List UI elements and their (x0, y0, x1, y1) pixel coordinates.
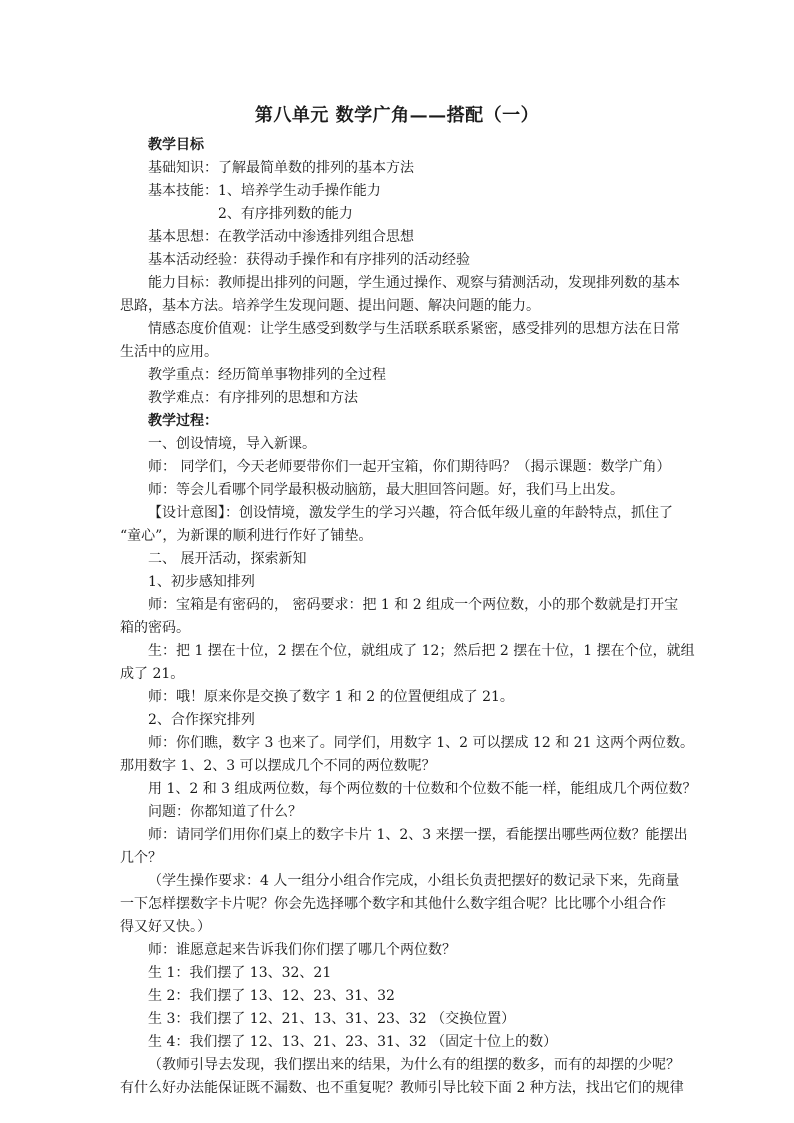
text-line: 成了 21。 (120, 666, 185, 682)
text-line: 基础知识：了解最简单数的排列的基本方法 (148, 160, 414, 176)
text-line: 【设计意图】：创设情境，激发学生的学习兴趣，符合低年级儿童的年龄特点，抓住了 (148, 505, 673, 521)
page-title: 第八单元 数学广角——搭配（一） (254, 105, 540, 126)
text-line: 生活中的应用。 (120, 344, 218, 360)
text-line: 得又好又快。） (120, 919, 211, 935)
text-line: （学生操作要求：4 人一组分小组合作完成，小组长负责把摆好的数记录下来，先商量 (148, 873, 680, 889)
text-line: 一下怎样摆数字卡片呢？你会先选择哪个数字和其他什么数字组合呢？比比哪个小组合作 (120, 896, 666, 912)
text-line: 基本技能：1、培养学生动手操作能力 (148, 183, 381, 199)
text-line: 基本思想：在教学活动中渗透排列组合思想 (148, 229, 414, 245)
text-line: 生 2：我们摆了 13、12、23、31、32 (148, 988, 395, 1004)
text-line: “童心”，为新课的顺利进行作好了铺垫。 (120, 528, 373, 544)
text-line: 师：等会儿看哪个同学最积极动脑筋，最大胆回答问题。好，我们马上出发。 (148, 482, 624, 498)
text-line: 生：把 1 摆在十位，2 摆在个位，就组成了 12；然后把 2 摆在十位，1 摆在个位，就组 (148, 643, 695, 659)
text-line: （教师引导去发现，我们摆出来的结果，为什么有的组摆的数多，而有的却摆的少呢？ (148, 1057, 680, 1073)
text-line: 师：请同学们用你们桌上的数字卡片 1、2、3 来摆一摆，看能摆出哪些两位数？能摆出 (148, 827, 688, 843)
text-line: 教学难点：有序排列的思想和方法 (148, 390, 358, 406)
text-line: 基本活动经验：获得动手操作和有序排列的活动经验 (148, 252, 470, 268)
text-line: 箱的密码。 (120, 620, 190, 636)
text-line: 生 4：我们摆了 12、13、21、23、31、32 （固定十位上的数） (148, 1034, 558, 1050)
text-line: 师：你们瞧，数字 3 也来了。同学们，用数字 1、2 可以摆成 12 和 21 这两个两位数。 (148, 735, 694, 751)
text-line: 生 1：我们摆了 13、32、21 (148, 965, 332, 981)
section-heading: 教学目标 (148, 137, 204, 153)
text-line: 师： 同学们，今天老师要带你们一起开宝箱，你们期待吗？（揭示课题：数学广角） (148, 459, 671, 475)
section-heading: 教学过程： (148, 413, 218, 429)
text-line: 几个？ (120, 850, 162, 866)
text-line: 用 1、2 和 3 组成两位数，每个两位数的十位数和个位数不能一样，能组成几个两位数？ (148, 781, 697, 797)
text-line: 2、有序排列数的能力 (218, 206, 353, 222)
text-line: 师：哦！原来你是交换了数字 1 和 2 的位置便组成了 21。 (148, 689, 514, 705)
text-line: 师：谁愿意起来告诉我们你们摆了哪几个两位数？ (148, 942, 456, 958)
text-line: 教学重点：经历简单事物排列的全过程 (148, 367, 386, 383)
text-line: 一、创设情境，导入新课。 (148, 436, 316, 452)
text-line: 有什么好办法能保证既不漏数、也不重复呢？教师引导比较下面 2 种方法，找出它们的规律 (120, 1080, 684, 1096)
text-line: 思路，基本方法。培养学生发现问题、提出问题、解决问题的能力。 (120, 298, 540, 314)
text-line: 1、初步感知排列 (148, 574, 255, 590)
text-line: 师：宝箱是有密码的， 密码要求：把 1 和 2 组成一个两位数，小的那个数就是打开宝 (148, 597, 679, 613)
text-line: 二、 展开活动，探索新知 (148, 551, 307, 567)
text-line: 生 3：我们摆了 12、21、13、31、23、32 （交换位置） (148, 1011, 516, 1027)
text-line: 那用数字 1、2、3 可以摆成几个不同的两位数呢？ (120, 758, 436, 774)
text-line: 情感态度价值观：让学生感受到数学与生活联系联系紧密，感受排列的思想方法在日常 (148, 321, 680, 337)
text-line: 问题：你都知道了什么？ (148, 804, 302, 820)
text-line: 2、合作探究排列 (148, 712, 255, 728)
text-line: 能力目标：教师提出排列的问题，学生通过操作、观察与猜测活动，发现排列数的基本 (148, 275, 680, 291)
